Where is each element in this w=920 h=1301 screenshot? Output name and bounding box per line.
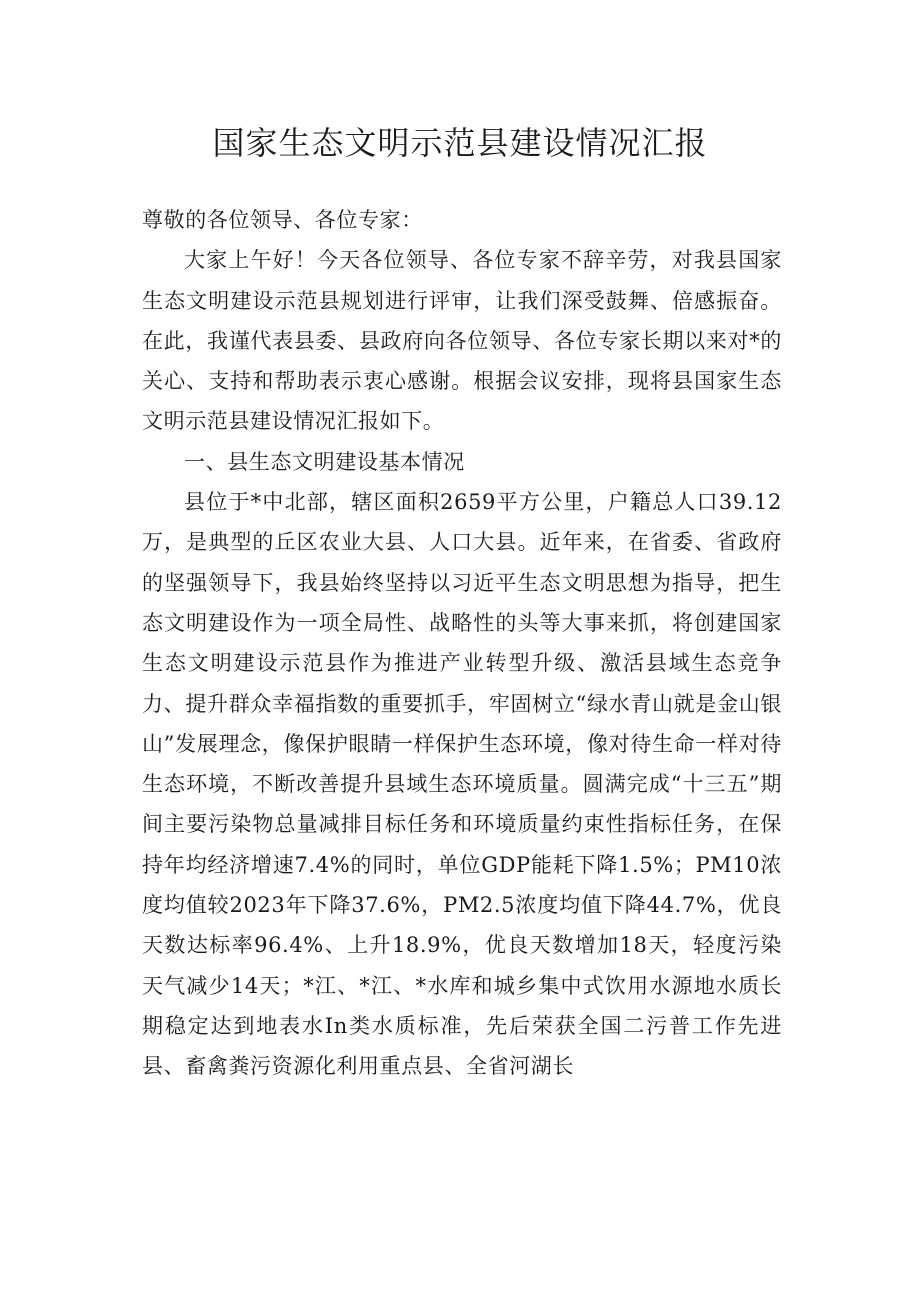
basic-situation-paragraph: 县位于*中北部，辖区面积2659平方公里，户籍总人口39.12万，是典型的丘区农业大县、人口大县。近年来，在省委、省政府的坚强领导下，我县始终坚持以习近平生态文明思想为指导，把生态文明建设作为一项全局性、战略性的头等大事来抓，将创建国家生态文明建设示范县作为推进产业转型升级、激活县域生态竞争力、提升群众幸福指数的重要抓手，牢固树立“绿水青山就是金山银山”发展理念，像保护眼睛一样保护生态环境，像对待生命一样对待生态环境，不断改善提升县域生态环境质量。圆满完成“十三五”期间主要污染物总量减排目标任务和环境质量约束性指标任务，在保持年均经济增速7.4%的同时，单位GDP能耗下降1.5%；PM10浓度均值较2023年下降37.6%，PM2.5浓度均值下降44.7%，优良天数达标率96.4%、上升18.9%，优良天数增加18天，轻度污染天气减少14天；*江、*江、*水库和城乡集中式饮用水源地水质长期稳定达到地表水In类水质标准，先后荣获全国二污普工作先进县、畜禽粪污资源化利用重点县、全省河湖长 <box>142 490 782 1079</box>
document-title: 国家生态文明示范县建设情况汇报 <box>212 124 708 162</box>
opening-paragraph: 大家上午好！今天各位领导、各位专家不辞辛劳，对我县国家生态文明建设示范县规划进行评审，让我们深受鼓舞、倍感振奋。在此，我谨代表县委、县政府向各位领导、各位专家长期以来对*的关心、支持和帮助表示衷心感谢。根据会议安排，现将县国家生态文明示范县建设情况汇报如下。 <box>142 248 782 434</box>
document-body <box>142 200 782 1087</box>
section-heading: 一、县生态文明建设基本情况 <box>184 449 465 474</box>
greeting-line: 尊敬的各位领导、各位专家： <box>142 208 423 232</box>
